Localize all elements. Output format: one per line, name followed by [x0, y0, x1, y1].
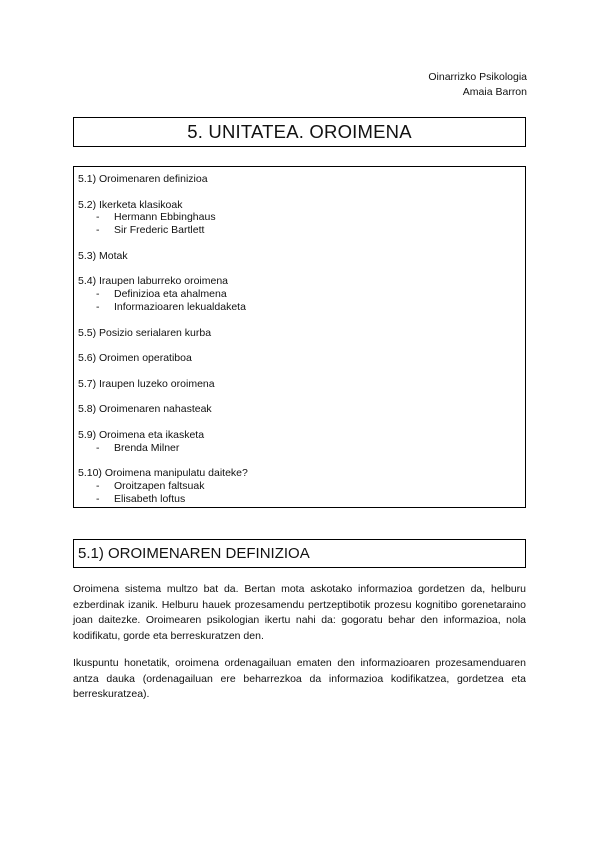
dash-bullet: -: [96, 492, 100, 505]
toc-item: [78, 403, 521, 416]
toc-subitem: [78, 301, 521, 314]
toc-item: [78, 199, 521, 237]
toc-item: [78, 352, 521, 365]
toc-subitem: [78, 211, 521, 224]
toc-subitem-label: Elisabeth loftus: [114, 492, 186, 505]
toc-item-label: 5.5) Posizio serialaren kurba: [78, 326, 212, 339]
toc-item: [78, 327, 521, 340]
toc-item: [78, 378, 521, 391]
unit-title: 5. UNITATEA. OROIMENA: [187, 121, 412, 142]
toc-subitem-label: Brenda Milner: [114, 441, 180, 454]
toc-item-label: 5.2) Ikerketa klasikoak: [78, 198, 183, 211]
author-name: Amaia Barron: [462, 86, 527, 98]
toc-subitem-label: Oroitzapen faltsuak: [114, 480, 205, 493]
body-paragraph: Oroimena sistema multzo bat da. Bertan mota askotako informazioa gordetzen da, helburu ezberdinak izanik. Helburu hauek prozesamendu pertzeptibotik prozesu kognitibo gorenetaraino joan daitezke. Oroimearen psikologian ikertu nahi da: gogoratu behar den informazioa, nola kodifikatu, gorde eta berreskuratzen den.: [73, 583, 526, 642]
toc-subitem: [78, 442, 521, 455]
dash-bullet: -: [96, 441, 100, 454]
dash-bullet: -: [96, 480, 100, 493]
toc-subitem: [78, 224, 521, 237]
toc-item-label: 5.9) Oroimena eta ikasketa: [78, 428, 205, 441]
page-header: [428, 70, 527, 100]
toc-item-label: 5.1) Oroimenaren definizioa: [78, 173, 208, 185]
table-of-contents: [73, 166, 526, 508]
toc-item-label: 5.4) Iraupen laburreko oroimena: [78, 275, 229, 288]
toc-item-label: 5.7) Iraupen luzeko oroimena: [78, 377, 215, 390]
dash-bullet: -: [96, 224, 100, 237]
toc-subitem: [78, 493, 521, 506]
dash-bullet: -: [96, 300, 100, 313]
dash-bullet: -: [96, 288, 100, 301]
toc-item-label: 5.3) Motak: [78, 249, 128, 262]
section-heading: 5.1) OROIMENAREN DEFINIZIOA: [78, 545, 310, 562]
toc-item: [78, 467, 521, 505]
toc-subitem-label: Sir Frederic Bartlett: [114, 224, 205, 237]
toc-item-label: 5.10) Oroimena manipulatu daiteke?: [78, 467, 248, 480]
body-paragraph: Ikuspuntu honetatik, oroimena ordenagailuan ematen den informazioaren prozesamenduaren antza dauka (ordenagailuan ere beharrezkoa da informazioa kodifikatzea, gordetzea eta berreskuratzea).: [73, 657, 526, 700]
toc-item: [78, 250, 521, 263]
toc-subitem-label: Hermann Ebbinghaus: [114, 211, 216, 224]
toc-item: [78, 173, 521, 186]
toc-item-label: 5.8) Oroimenaren nahasteak: [78, 403, 212, 416]
unit-title-box: [73, 117, 526, 147]
section-heading-box: [73, 539, 526, 568]
course-name: Oinarrizko Psikologia: [428, 71, 527, 83]
toc-item-label: 5.6) Oroimen operatiboa: [78, 352, 192, 365]
toc-subitem: [78, 480, 521, 493]
dash-bullet: -: [96, 211, 100, 224]
toc-subitem: [78, 288, 521, 301]
toc-subitem-label: Definizioa eta ahalmena: [114, 288, 227, 301]
toc-item: [78, 429, 521, 455]
toc-subitem-label: Informazioaren lekualdaketa: [114, 300, 246, 313]
toc-item: [78, 275, 521, 313]
